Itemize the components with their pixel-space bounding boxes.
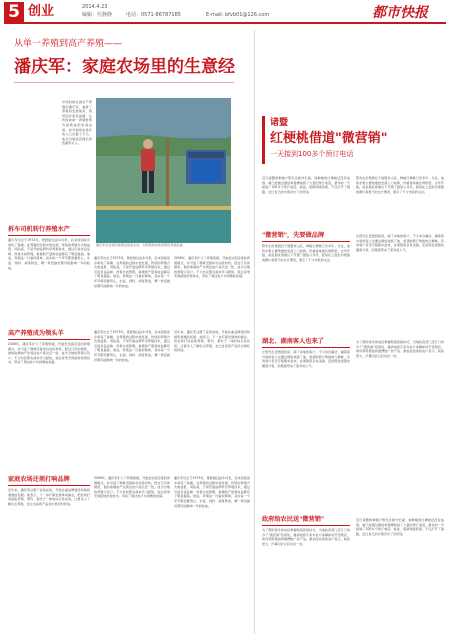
subhead-3-rule — [8, 485, 90, 486]
farm-photo-art — [96, 98, 231, 243]
photo-caption: 潘庆军在自家的鱼塘边查看水质，为即将到来的养殖旺季做准备。 — [96, 243, 186, 247]
section-title: 创业 — [28, 4, 55, 19]
article-paragraph-1b: 潘庆军出生于1973年，曾经做过货车司机，后来回到家乡承包了鱼塘。在养殖的过程中他发现，传统的养殖方式效益低、风险高，于是开始钻研科学养殖技术，通过引进优良品种、改善水质管理，鱼塘的产量和收益都有了明显提高。他说，养殖这一行看似简单，其实每一个环节都需要用心，水温、饲料、病害防治，哪一样没做好都可能影响一年的收成。 — [94, 256, 170, 288]
subhead-3: 家庭农场还须打响品牌 — [8, 476, 70, 483]
side-subhead-2: 湖北、湖南客人也来了 — [262, 338, 324, 345]
article-paragraph-1c: 2006年，潘庆军扩大了养殖规模，开始尝试高密度的养殖模式，并引进了增氧设备和自动投料机。经过几年的摸索，他的鱼塘亩产比周边农户高出近一倍，成为当地的养殖示范户。不少村民慕名前来学习经验，他总是毫无保留地传授技术，带动了周边农户共同增收致富。 — [174, 256, 250, 279]
side-subhead-3: 政府给农民送"微营销" — [262, 516, 325, 523]
side-paragraph-3b: 近日诸暨的种植户陈先生格外忙碌，他种植的红梗桃还没有成熟，就已经通过微信和微博接到了大量的预订电话，最多的一天接到了100多个预订电话。他说，借助网络营销，不仅打开了销路，还让自己的水果卖出了好价钱。 — [356, 518, 444, 536]
main-intro: 早些时候在做水产养殖的潘庆军，看准了养殖的发展前景，毅然回乡承包鱼塘，从传统的单一养殖转型为高效益的家庭农场。如今他的农场年收入已达数十万元，成为当地远近闻名的致富带头人。 — [62, 100, 92, 146]
side-subhead-1-rule — [262, 241, 350, 242]
farm-photo — [96, 98, 231, 243]
side-subhead-2-rule — [262, 347, 350, 348]
side-paragraph-1: 陈先生的果园位于诸暨市山区，种植红梗桃已有多年。以往，他的水果主要依靠批发商上门收购，价格常常被压得很低。去年开始，他在朋友的建议下开通了微信公众号，经常在上面发布果园的图片和果子的生长情况，吸引了不少市民的关注。 — [262, 244, 350, 262]
side-kicker: 诸暨 — [270, 118, 289, 128]
main-headline: 潘庆军：家庭农场里的生意经 — [14, 57, 235, 77]
side-intro: 近日诸暨的种植户陈先生格外忙碌，他种植的红梗桃还没有成熟，就已经通过微信和微博接到了大量的预订电话，最多的一天接到了100多个预订电话。他说，借助网络营销，不仅打开了销路，还让自己的水果卖出了好价钱。 — [262, 176, 350, 194]
headline-rule — [14, 82, 234, 83]
header-date: 2014.4.23 — [82, 4, 108, 10]
subhead-2: 高产养殖成为领头羊 — [8, 330, 64, 337]
article-paragraph-2c: 近年来，潘庆军注册了家庭农场，开始注重品牌建设和销售渠道的拓展。他表示，下一步打算发展休闲渔业，把农场打造成集养殖、垂钓、观光于一体的综合性农场，让更多人了解生态养殖，也让自家的产品卖出更好的价钱。 — [174, 330, 250, 353]
article-paragraph-2b: 潘庆军出生于1973年，曾经做过货车司机，后来回到家乡承包了鱼塘。在养殖的过程中他发现，传统的养殖方式效益低、风险高，于是开始钻研科学养殖技术，通过引进优良品种、改善水质管理，鱼塘的产量和收益都有了明显提高。他说，养殖这一行看似简单，其实每一个环节都需要用心，水温、饲料、病害防治，哪一样没做好都可能影响一年的收成。 — [94, 330, 170, 362]
side-story-marker — [262, 116, 265, 164]
subhead-1: 拆车司机转行养殖水产 — [8, 226, 70, 233]
article-paragraph-1: 潘庆军出生于1973年，曾经做过货车司机，后来回到家乡承包了鱼塘。在养殖的过程中他发现，传统的养殖方式效益低、风险高，于是开始钻研科学养殖技术，通过引进优良品种、改善水质管理，鱼塘的产量和收益都有了明显提高。他说，养殖这一行看似简单，其实每一个环节都需要用心，水温、饲料、病害防治，哪一样没做好都可能影响一年的收成。 — [8, 238, 90, 270]
side-paragraph-2: 让陈先生没想到的是，除了本地的客户，不少来自湖北、湖南等外省的客人也通过网络找到了他，希望能够订购他的红梗桃。有的客户甚至专程驱车赶来，在果园里亲自采摘，还拍照发到朋友圈里分享，给果园带来了更多的人气。 — [262, 350, 350, 368]
side-paragraph-1b: 让陈先生没想到的是，除了本地的客户，不少来自湖北、湖南等外省的客人也通过网络找到了他，希望能够订购他的红梗桃。有的客户甚至专程驱车赶来，在果园里亲自采摘，还拍照发到朋友圈里分享，给果园带来了更多的人气。 — [356, 234, 444, 252]
article-paragraph-3: 近年来，潘庆军注册了家庭农场，开始注重品牌建设和销售渠道的拓展。他表示，下一步打算发展休闲渔业，把农场打造成集养殖、垂钓、观光于一体的综合性农场，让更多人了解生态养殖，也让自家的产品卖出更好的价钱。 — [8, 488, 90, 506]
main-kicker: 从单一养殖到高产养殖—— — [14, 39, 123, 49]
article-paragraph-2: 2006年，潘庆军扩大了养殖规模，开始尝试高密度的养殖模式，并引进了增氧设备和自动投料机。经过几年的摸索，他的鱼塘亩产比周边农户高出近一倍，成为当地的养殖示范户。不少村民慕名前来学习经验，他总是毫无保留地传授技术，带动了周边农户共同增收致富。 — [8, 342, 90, 365]
article-paragraph-3c: 潘庆军出生于1973年，曾经做过货车司机，后来回到家乡承包了鱼塘。在养殖的过程中他发现，传统的养殖方式效益低、风险高，于是开始钻研科学养殖技术，通过引进优良品种、改善水质管理，鱼塘的产量和收益都有了明显提高。他说，养殖这一行看似简单，其实每一个环节都需要用心，水温、饲料、病害防治，哪一样没做好都可能影响一年的收成。 — [174, 476, 250, 508]
subhead-2-rule — [8, 339, 90, 340]
side-intro-b: 陈先生的果园位于诸暨市山区，种植红梗桃已有多年。以往，他的水果主要依靠批发商上门收购，价格常常被压得很低。去年开始，他在朋友的建议下开通了微信公众号，经常在上面发布果园的图片和果子的生长情况，吸引了不少市民的关注。 — [356, 176, 444, 194]
side-paragraph-3: 为了帮助更多的农民掌握网络营销技巧，当地政府部门还专门举办了"微营销"培训班，邀请电商专家为农户讲解如何开设网店、如何利用微信和微博推广农产品。参加过培训的农户表示，收获很大，打算回去以后也试一试。 — [262, 528, 350, 546]
page-number: 5 — [8, 2, 20, 22]
article-paragraph-3b: 2006年，潘庆军扩大了养殖规模，开始尝试高密度的养殖模式，并引进了增氧设备和自动投料机。经过几年的摸索，他的鱼塘亩产比周边农户高出近一倍，成为当地的养殖示范户。不少村民慕名前来学习经验，他总是毫无保留地传授技术，带动了周边农户共同增收致富。 — [94, 476, 170, 499]
side-subhead-1: "微营销"，先要做品牌 — [262, 232, 325, 239]
header-editor: 编辑：任静静 — [82, 12, 113, 18]
header-rule — [4, 22, 446, 24]
header-phone: 电话：0571-86787185 — [126, 12, 181, 18]
side-subhead-3-rule — [262, 525, 350, 526]
side-deck: 一天接到100多个预订电话 — [270, 150, 354, 158]
masthead-logo: 都市快报 — [372, 5, 428, 21]
subhead-1-rule — [8, 235, 90, 236]
side-paragraph-2b: 为了帮助更多的农民掌握网络营销技巧，当地政府部门还专门举办了"微营销"培训班，邀请电商专家为农户讲解如何开设网店、如何利用微信和微博推广农产品。参加过培训的农户表示，收获很大，打算回去以后也试一试。 — [356, 340, 444, 358]
column-divider — [254, 30, 255, 634]
header-email: E-mail: bfvb01@126.com — [206, 12, 270, 18]
side-headline: 红梗桃借道"微营销" — [270, 131, 388, 146]
